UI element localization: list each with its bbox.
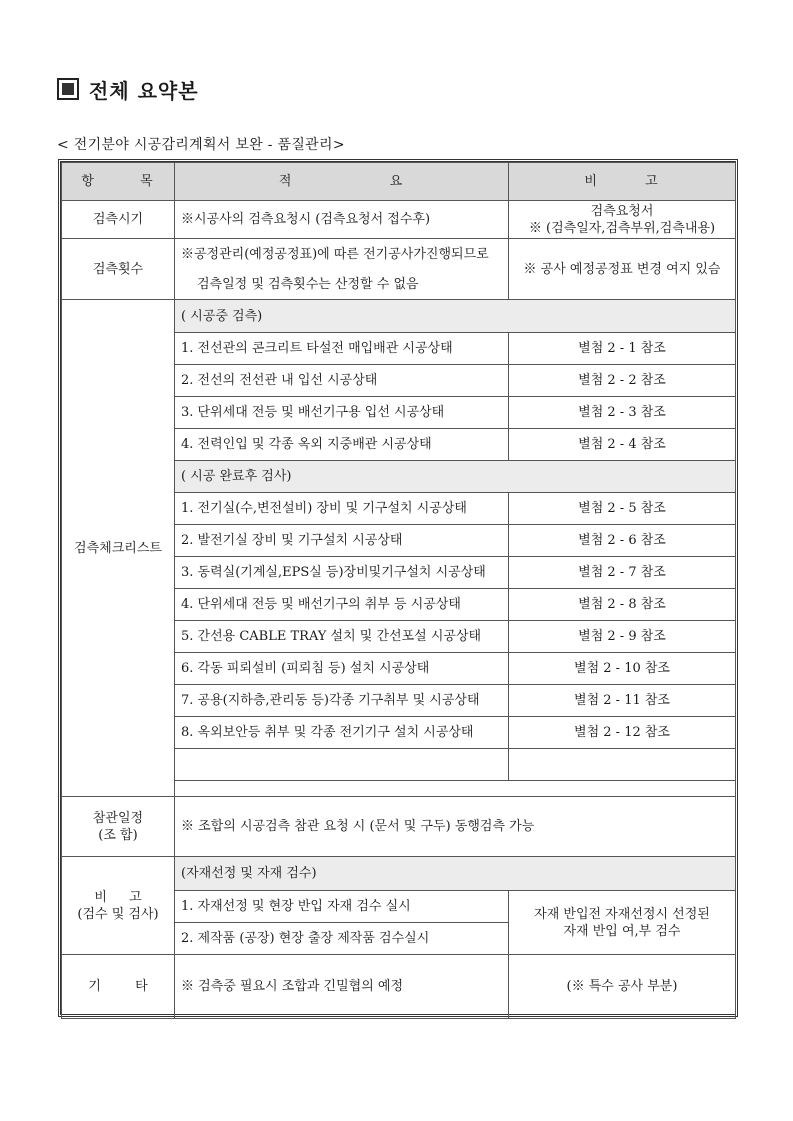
timing-remark-line1: 검측요청서	[590, 203, 654, 219]
section-heading	[57, 74, 199, 104]
table-row	[62, 797, 736, 857]
other-remark: (※ 특수 공사 부분)	[509, 955, 736, 1019]
checklist-ref: 별첨 2 - 4 참조	[509, 429, 736, 461]
subtitle: < 전기분야 시공감리계획서 보완 - 품질관리>	[57, 137, 345, 153]
table-row	[62, 955, 736, 1019]
checklist-item: 2. 전선의 전선관 내 입선 시공상태	[175, 365, 509, 397]
table-row	[62, 857, 736, 891]
checklist-item: 3. 동력실(기계실,EPS실 등)장비및기구설치 시공상태	[175, 557, 509, 589]
heading-title: 전체 요약본	[89, 78, 199, 103]
checklist-item: 8. 옥외보안등 취부 및 각종 전기기구 설치 시공상태	[175, 717, 509, 749]
notes-label-line2: (검수 및 검사)	[77, 906, 159, 922]
checklist-ref: 별첨 2 - 12 참조	[509, 717, 736, 749]
header-summary: 적 요	[175, 163, 509, 201]
count-label: 검측횟수	[62, 239, 175, 300]
notes-label-line1: 비 고	[94, 889, 142, 905]
summary-table	[61, 162, 736, 1019]
table-row	[62, 239, 736, 270]
checklist-ref: 별첨 2 - 1 참조	[509, 333, 736, 365]
notes-item: 1. 자재선정 및 현장 반입 자재 검수 실시	[175, 891, 509, 923]
summary-table-frame	[58, 159, 738, 1017]
timing-remark-line2: ※ (검측일자,검측부위,검측내용)	[528, 220, 716, 236]
attendance-summary: ※ 조합의 시공검측 참관 요청 시 (문서 및 구두) 동행검측 가능	[175, 797, 736, 857]
checklist-section-during: ( 시공중 검측)	[175, 300, 736, 333]
notes-remark	[509, 891, 736, 955]
other-label: 기 타	[62, 955, 175, 1019]
checklist-ref: 별첨 2 - 5 참조	[509, 493, 736, 525]
attendance-label	[62, 797, 175, 857]
checklist-ref: 별첨 2 - 8 참조	[509, 589, 736, 621]
checklist-item: 3. 단위세대 전등 및 배선기구용 입선 시공상태	[175, 397, 509, 429]
checklist-label: 검측체크리스트	[62, 300, 175, 797]
checklist-ref: 별첨 2 - 3 참조	[509, 397, 736, 429]
header-remark: 비 고	[509, 163, 736, 201]
checklist-ref: 별첨 2 - 7 참조	[509, 557, 736, 589]
checklist-section-after: ( 시공 완료후 검사)	[175, 461, 736, 493]
count-line2: 검측일정 및 검측횟수는 산정할 수 없음	[175, 270, 509, 300]
table-row	[62, 201, 736, 239]
checklist-item: 5. 간선용 CABLE TRAY 설치 및 간선포설 시공상태	[175, 621, 509, 653]
other-summary: ※ 검측중 필요시 조합과 긴밀협의 예정	[175, 955, 509, 1019]
checklist-item: 4. 단위세대 전등 및 배선기구의 취부 등 시공상태	[175, 589, 509, 621]
checklist-item: 1. 전선관의 콘크리트 타설전 매입배관 시공상태	[175, 333, 509, 365]
empty-cell	[509, 749, 736, 781]
notes-item: 2. 제작품 (공장) 현장 출장 제작품 검수실시	[175, 923, 509, 955]
checklist-ref: 별첨 2 - 6 참조	[509, 525, 736, 557]
spacer-cell	[175, 781, 736, 797]
checklist-ref: 별첨 2 - 2 참조	[509, 365, 736, 397]
timing-summary: ※시공사의 검측요청시 (검측요청서 접수후)	[175, 201, 509, 239]
notes-label	[62, 857, 175, 955]
notes-remark-line2: 자재 반입 여,부 검수	[563, 923, 681, 939]
table-row	[62, 300, 736, 333]
attendance-label-line1: 참관일정	[92, 810, 144, 826]
notes-section: (자재선정 및 자재 검수)	[175, 857, 736, 891]
notes-remark-line1: 자재 반입전 자재선정시 선정된	[534, 906, 710, 922]
header-item: 항 목	[62, 163, 175, 201]
checklist-item: 4. 전력인입 및 각종 옥외 지중배관 시공상태	[175, 429, 509, 461]
checklist-ref: 별첨 2 - 9 참조	[509, 621, 736, 653]
checklist-item: 6. 각동 피뢰설비 (피뢰침 등) 설치 시공상태	[175, 653, 509, 685]
checklist-item: 2. 발전기실 장비 및 기구설치 시공상태	[175, 525, 509, 557]
count-remark: ※ 공사 예정공정표 변경 여지 있슴	[509, 239, 736, 300]
checklist-ref: 별첨 2 - 11 참조	[509, 685, 736, 717]
square-bullet-icon	[57, 78, 79, 100]
checklist-ref: 별첨 2 - 10 참조	[509, 653, 736, 685]
count-line1: ※공정관리(예정공정표)에 따른 전기공사가진행되므로	[175, 239, 509, 270]
empty-cell	[175, 749, 509, 781]
timing-remark	[509, 201, 736, 239]
timing-label: 검측시기	[62, 201, 175, 239]
checklist-item: 7. 공용(지하층,관리동 등)각종 기구취부 및 시공상태	[175, 685, 509, 717]
checklist-item: 1. 전기실(수,변전설비) 장비 및 기구설치 시공상태	[175, 493, 509, 525]
attendance-label-line2: (조 합)	[98, 827, 138, 843]
table-header-row	[62, 163, 736, 201]
